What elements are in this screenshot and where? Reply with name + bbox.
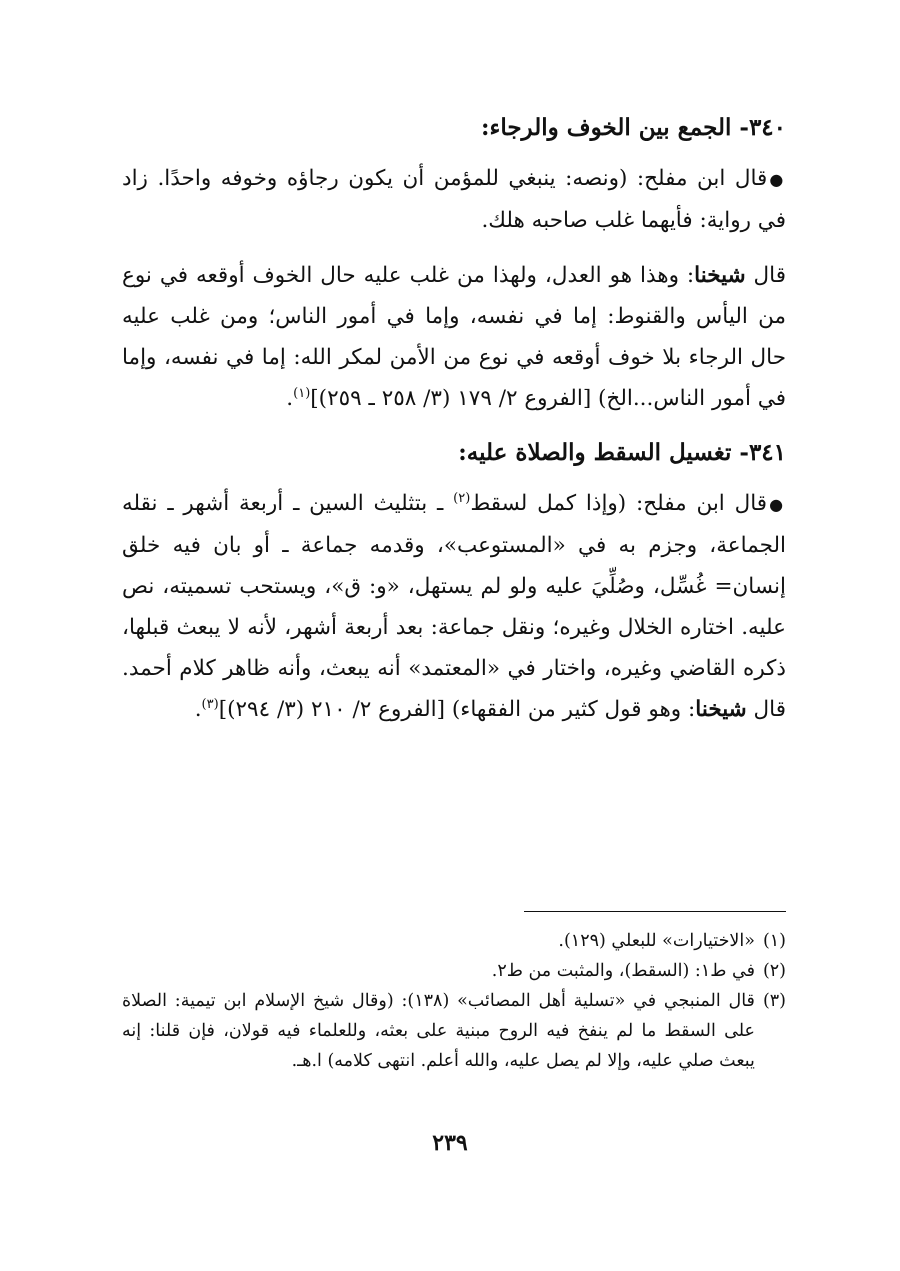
paragraph-text: قال ابن مفلح: (ونصه: ينبغي للمؤمن أن يكون رجاؤه وخوفه واحدًا. زاد في رواية: فأيهما غلب صاحبه هلك.: [122, 166, 786, 233]
paragraph-341-ibn-muflih: [122, 483, 786, 730]
footnote-ref-1[interactable]: (١): [293, 385, 311, 401]
paragraph-340-ibn-muflih: [122, 158, 786, 241]
paragraph-lead: قال: [745, 263, 786, 288]
footnote-3: [122, 986, 786, 1076]
shaykhuna-label: شيخنا: [694, 263, 746, 288]
paragraph-text: : وهذا هو العدل، ولهذا من غلب عليه حال الخوف أوقعه في نوع من اليأس والقنوط: إما في نفسه، وإما في أمور الناس؛ ومن غلب عليه حال الرجاء بلا خوف أوقعه في نوع من الأمن لمكر الله: إما في نفسه، وإما في أمور الناس...الخ) [الفروع ٢/ ١٧٩ (٣/ ٢٥٨ ـ ٢٥٩)]: [122, 263, 786, 411]
footnotes: [122, 926, 786, 1076]
page-body: [122, 108, 786, 746]
footnote-divider: [524, 911, 786, 912]
page-number: ٢٣٩: [432, 1130, 468, 1156]
paragraph-end: .: [286, 386, 294, 411]
footnote-2: [122, 956, 786, 986]
footnote-text: «الاختيارات» للبعلي (١٢٩).: [558, 931, 755, 951]
footnote-number: (٢): [762, 961, 786, 981]
footnote-number: (٣): [762, 991, 786, 1011]
footnote-text: قال المنبجي في «تسلية أهل المصائب» (١٣٨): (وقال شيخ الإسلام ابن تيمية: الصلاة على السقط ما لم ينفخ فيه الروح مبنية على بعثه، وللعلماء فيه قولان، فإن قلنا: إنه يبعث صلي عليه، وإلا لم يصل عليه، والله أعلم. انتهى كلامه) ا.هـ.: [122, 991, 755, 1071]
paragraph-text: ـ بتثليث السين ـ أربعة أشهر ـ نقله الجماعة، وجزم به في «المستوعب»، وقدمه جماعة ـ أو بان فيه خلق إنسان= غُسِّل، وصُلِّيَ عليه ولو لم يستهل، «و: ق»، ويستحب تسميته، نص عليه. اختاره الخلال وغيره؛ ونقل جماعة: بعد أربعة أشهر، لأنه لا يبعث قبلها، ذكره القاضي وغيره، واختار في «المعتمد» أنه يبعث، وأنه ظاهر كلام أحمد. قال: [122, 491, 786, 722]
footnote-1: [122, 926, 786, 956]
bullet-icon: ●: [769, 170, 786, 189]
shaykhuna-label: شيخنا: [695, 697, 747, 722]
footnote-number: (١): [762, 931, 786, 951]
footnote-text: في ط١: (السقط)، والمثبت من ط٢.: [491, 961, 755, 981]
section-title-341: ٣٤١- تغسيل السقط والصلاة عليه:: [458, 439, 786, 466]
paragraph-text: قال ابن مفلح: (وإذا كمل لسقط: [470, 491, 768, 516]
paragraph-end: .: [194, 697, 202, 722]
footnote-ref-2[interactable]: (٢): [453, 490, 471, 506]
paragraph-340-shaykhuna: [122, 255, 786, 419]
paragraph-text: : وهو قول كثير من الفقهاء) [الفروع ٢/ ٢١٠ (٣/ ٢٩٤)]: [218, 697, 696, 722]
bullet-icon: ●: [769, 495, 787, 514]
section-title-340: ٣٤٠- الجمع بين الخوف والرجاء:: [481, 114, 786, 141]
footnote-ref-3[interactable]: (٣): [201, 696, 219, 712]
